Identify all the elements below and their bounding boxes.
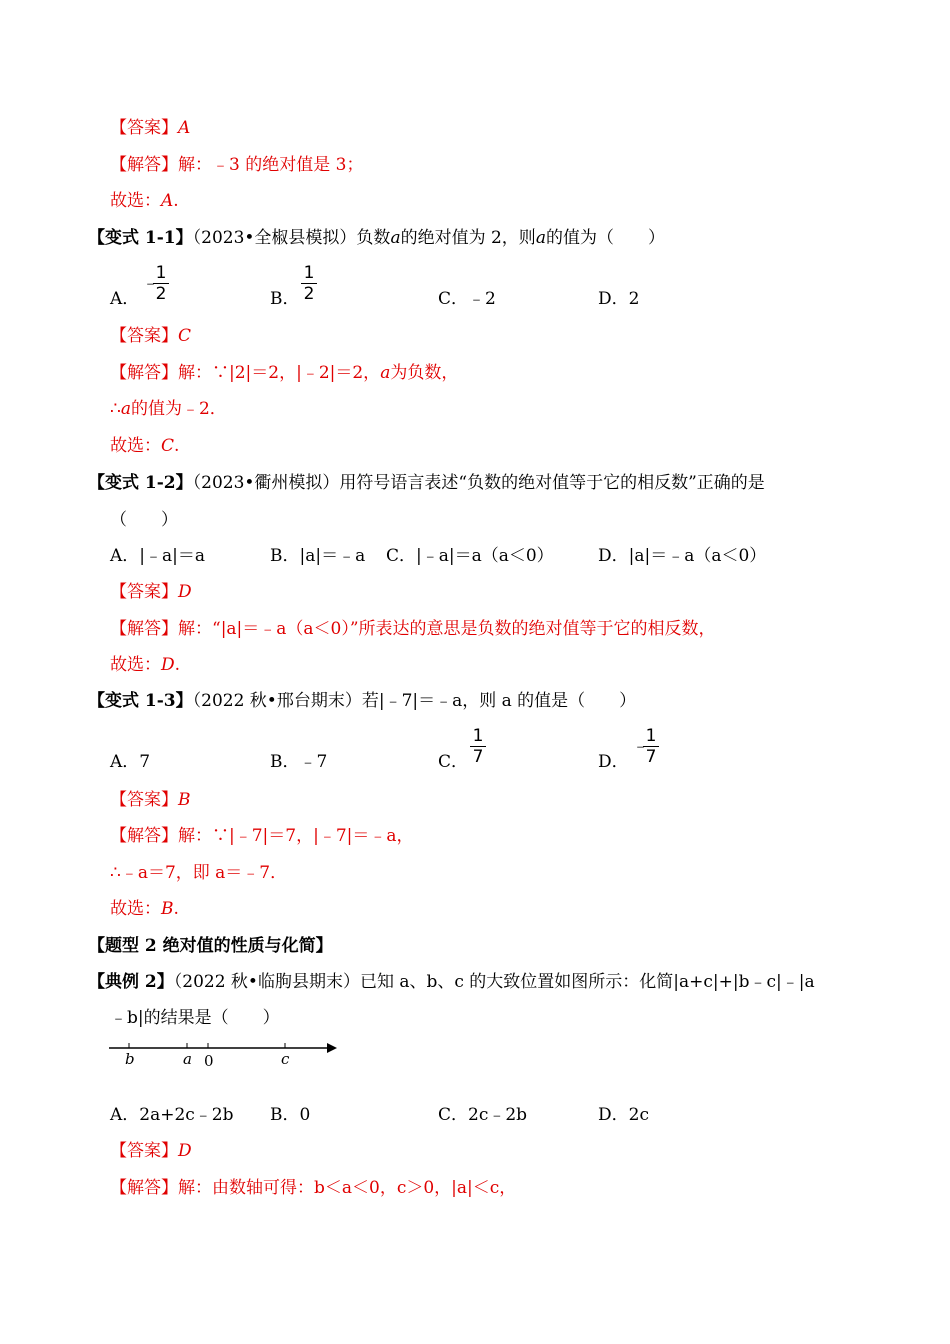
choice-end: .: [173, 899, 179, 919]
var-a: a: [120, 399, 131, 419]
fraction: [142, 263, 169, 304]
choice-value: B: [161, 899, 174, 919]
solution-text: 解：“|a|＝﹣a（a＜0）”所表达的意思是负数的绝对值等于它的相反数，: [178, 619, 716, 639]
question-label: 【典例 2】: [88, 972, 174, 992]
fraction: [470, 727, 486, 766]
choice-text: 故选：: [110, 191, 161, 211]
solution-text: 解：∵|2|＝2，|﹣2|＝2，: [178, 363, 381, 383]
solution-line: [110, 618, 716, 640]
number-line: [105, 1040, 345, 1072]
label-c: c: [281, 1050, 290, 1068]
answer-line: [110, 789, 191, 811]
solution-label: 【解答】: [110, 363, 178, 383]
question-text: 的值为（ ）: [545, 228, 665, 248]
question-text: （2023•衢州模拟）用符号语言表述“负数的绝对值等于它的相反数”正确的是: [192, 473, 765, 493]
minus-sign: ﹣: [632, 736, 649, 756]
answer-line: [110, 1140, 192, 1162]
choice-value: D: [161, 655, 175, 675]
solution-label: 【解答】: [110, 155, 178, 175]
var-a: a: [535, 228, 546, 248]
option-d[interactable]: [598, 751, 629, 773]
var-a: a: [380, 363, 391, 383]
option-label: C．: [438, 752, 469, 772]
solution-line: ∴﹣a＝7，即 a＝﹣7．: [110, 863, 288, 883]
option-c[interactable]: C．﹣2: [438, 289, 496, 309]
solution-text: 解：﹣3 的绝对值是 3；: [178, 155, 364, 175]
answer-line: [110, 117, 190, 139]
choice-line: [110, 190, 179, 212]
solution-label: 【解答】: [110, 1178, 178, 1198]
question-label: 【变式 1-2】: [88, 473, 193, 493]
option-a[interactable]: A．7: [110, 752, 151, 772]
answer-label: 【答案】: [110, 582, 178, 602]
choice-line: [110, 435, 179, 457]
numerator: 1: [472, 726, 484, 746]
answer-label: 【答案】: [110, 326, 178, 346]
answer-value: A: [178, 118, 191, 138]
choice-end: .: [174, 436, 180, 456]
question-text: 的绝对值为 2，则: [400, 228, 536, 248]
question-v12-line2: （ ）: [110, 510, 178, 530]
solution-line: [110, 398, 227, 420]
axis-arrow: [327, 1043, 337, 1053]
solution-line: [110, 1177, 516, 1199]
label-zero: 0: [204, 1052, 214, 1070]
solution-text: 的值为﹣2．: [130, 399, 227, 419]
numerator: 1: [645, 726, 657, 746]
option-b[interactable]: B．|a|＝﹣a: [270, 546, 366, 566]
denominator: 7: [472, 747, 484, 767]
solution-label: 【解答】: [110, 826, 178, 846]
var-a: a: [390, 228, 401, 248]
minus-sign: ﹣: [142, 273, 159, 293]
option-c[interactable]: [438, 751, 468, 773]
question-text: （2023•全椒县模拟）负数: [192, 228, 391, 248]
choice-value: A: [161, 191, 174, 211]
option-b[interactable]: B．0: [270, 1105, 311, 1125]
choice-end: .: [174, 655, 181, 675]
choice-text: 故选：: [110, 899, 161, 919]
option-c[interactable]: C．|﹣a|＝a（a＜0）: [386, 546, 554, 566]
option-d[interactable]: D．2: [598, 289, 640, 309]
choice-text: 故选：: [110, 436, 161, 456]
fraction: [632, 726, 659, 767]
answer-label: 【答案】: [110, 790, 178, 810]
solution-label: 【解答】: [110, 619, 178, 639]
choice-line: [110, 654, 180, 676]
denominator: 2: [303, 284, 315, 304]
question-v13: [88, 690, 636, 712]
answer-label: 【答案】: [110, 1141, 178, 1161]
option-label: A．: [110, 289, 140, 309]
choice-line: [110, 898, 179, 920]
option-b[interactable]: [270, 288, 300, 310]
option-a[interactable]: A．|﹣a|＝a: [110, 546, 206, 566]
question-text: （2022 秋•邢台期末）若|﹣7|＝﹣a，则 a 的值是（ ）: [192, 691, 637, 711]
question-ex2: [88, 971, 815, 993]
option-c[interactable]: C．2c﹣2b: [438, 1105, 528, 1125]
answer-line: [110, 581, 192, 603]
question-label: 【变式 1-3】: [88, 691, 193, 711]
question-v11: [88, 227, 665, 249]
solution-text: 解：由数轴可得：b＜a＜0，c＞0，|a|＜c，: [178, 1178, 517, 1198]
answer-value: B: [178, 790, 191, 810]
answer-label: 【答案】: [110, 118, 178, 138]
answer-value: D: [178, 1141, 192, 1161]
numerator: 1: [155, 263, 167, 283]
solution-text: 解：∵|﹣7|＝7，|﹣7|＝﹣a，: [178, 826, 414, 846]
denominator: 2: [155, 284, 167, 304]
question-ex2-line2: ﹣b|的结果是（ ）: [110, 1008, 280, 1028]
label-a: a: [183, 1050, 192, 1068]
solution-line: [110, 362, 458, 384]
question-text: （2022 秋•临朐县期末）已知 a、b、c 的大致位置如图所示：化简|a+c|+|b﹣c|﹣|a: [173, 972, 815, 992]
denominator: 7: [645, 747, 657, 767]
solution-text: 为负数，: [390, 363, 459, 383]
option-a[interactable]: [110, 288, 139, 310]
option-d[interactable]: D．|a|＝﹣a（a＜0）: [598, 546, 767, 566]
solution-line: [110, 154, 363, 176]
answer-value: C: [178, 326, 192, 346]
solution-line: [110, 825, 414, 847]
option-a[interactable]: A．2a+2c﹣2b: [110, 1105, 234, 1125]
section-heading: 【题型 2 绝对值的性质与化简】: [88, 936, 333, 956]
numerator: 1: [303, 263, 315, 283]
choice-end: .: [173, 191, 179, 211]
option-label: D．: [598, 752, 629, 772]
answer-value: D: [178, 582, 192, 602]
choice-text: 故选：: [110, 655, 161, 675]
therefore-sign: ∴: [110, 399, 121, 419]
question-v12: [88, 472, 765, 494]
question-label: 【变式 1-1】: [88, 228, 193, 248]
option-d[interactable]: D．2c: [598, 1105, 649, 1125]
answer-line: [110, 325, 191, 347]
choice-value: C: [161, 436, 175, 456]
option-label: B．: [270, 289, 300, 309]
fraction: [301, 264, 317, 303]
label-b: b: [125, 1050, 135, 1068]
option-b[interactable]: B．﹣7: [270, 752, 328, 772]
